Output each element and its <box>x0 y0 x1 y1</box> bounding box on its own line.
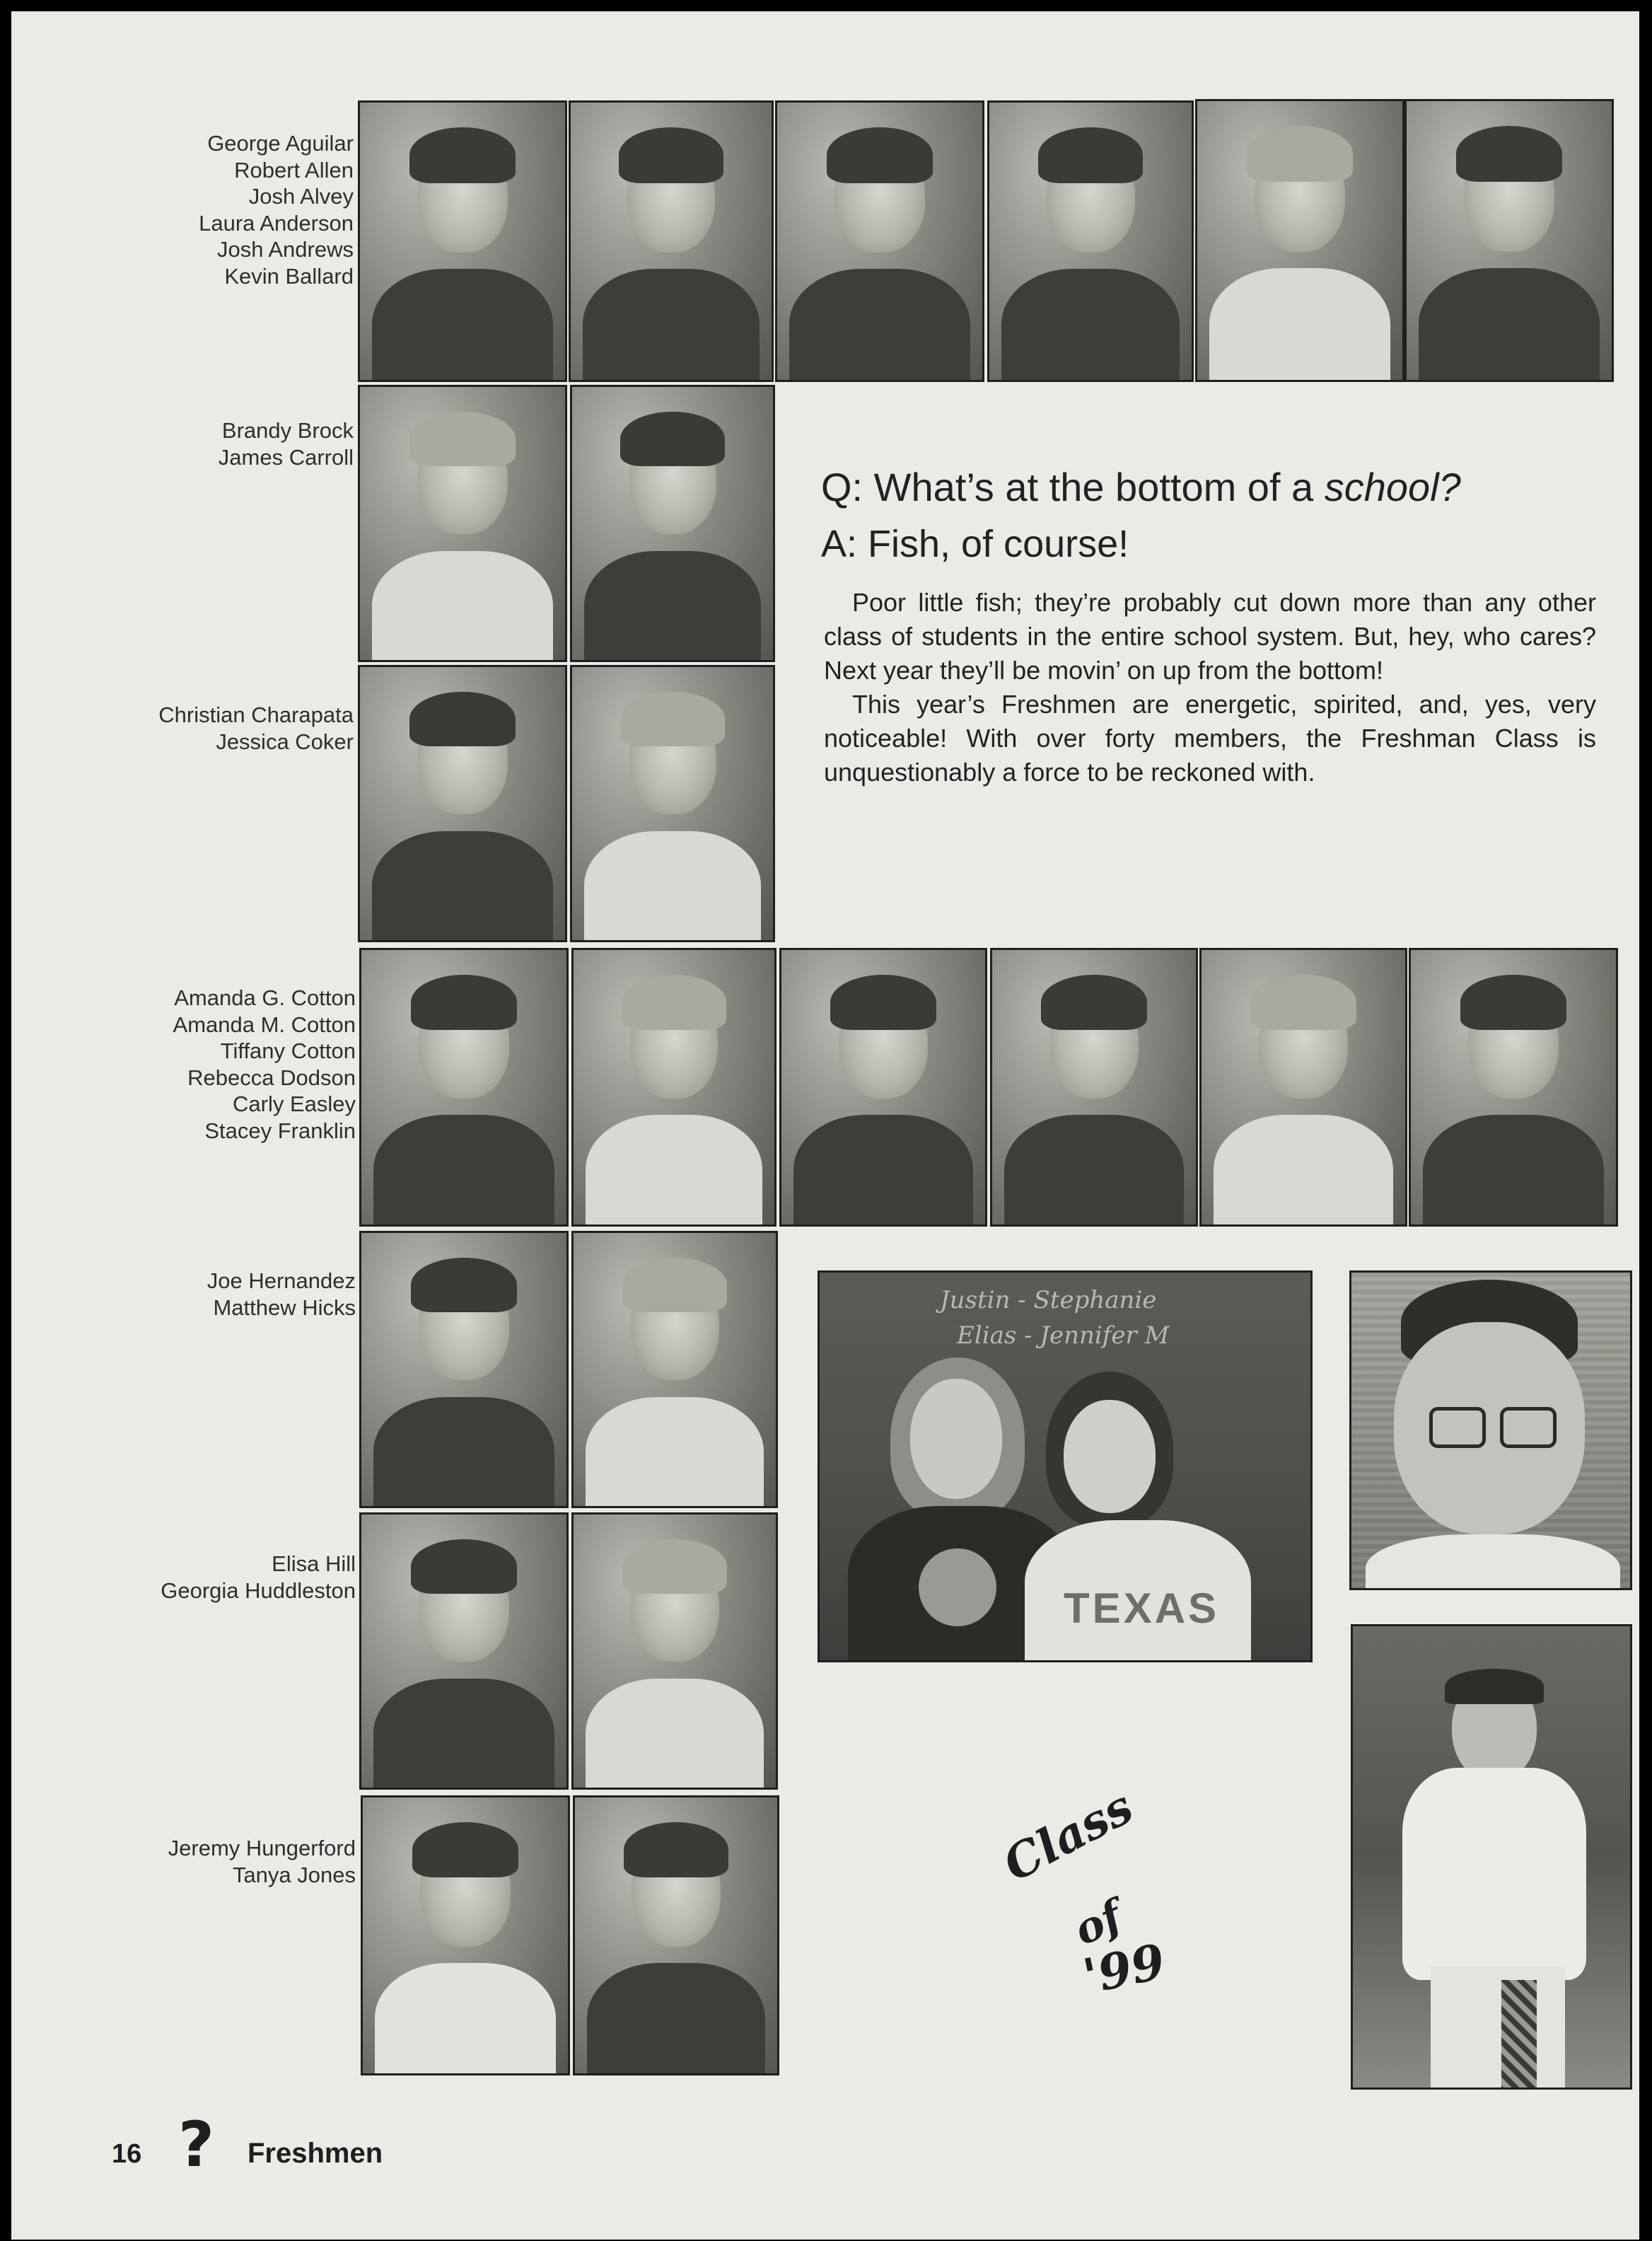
student-name: George Aguilar <box>207 131 354 156</box>
class-of-99-script-line1: Class <box>994 1778 1142 1892</box>
class-of-99-script-line2: of <box>1066 1891 1130 1956</box>
student-name: Rebecca Dodson <box>187 1065 356 1090</box>
student-name: Christian Charapata <box>158 702 354 727</box>
student-name: Elisa Hill <box>272 1551 356 1576</box>
student-portrait <box>358 100 567 382</box>
student-portrait <box>1199 948 1407 1227</box>
student-name: Josh Andrews <box>217 237 354 262</box>
student-name: Tiffany Cotton <box>220 1038 356 1063</box>
student-portrait <box>990 948 1198 1227</box>
feature-paragraph: Poor little fish; they’re probably cut down more than any other class of students in the entire school system. But, hey, who cares? Next year they’ll be movin’ on up from the bottom! <box>824 588 1596 685</box>
student-portrait <box>570 665 775 942</box>
student-portrait <box>775 100 984 382</box>
candid-photo-chalkboard <box>818 1270 1313 1662</box>
candid-photo-standing <box>1351 1624 1632 2090</box>
student-portrait <box>987 100 1194 382</box>
student-portrait <box>359 1512 569 1790</box>
chalkboard-line: Justin - Stephanie <box>940 1286 1157 1314</box>
student-name: Matthew Hicks <box>213 1295 356 1320</box>
name-list-row-2 <box>219 417 354 470</box>
student-portrait <box>573 1795 779 2075</box>
student-portrait <box>1409 948 1618 1227</box>
student-name: Robert Allen <box>234 157 354 183</box>
student-portrait <box>570 385 775 662</box>
yearbook-page <box>11 11 1639 2240</box>
student-name: Josh Alvey <box>248 184 354 209</box>
name-list-row-4 <box>173 985 356 1144</box>
name-list-row-6 <box>161 1551 356 1604</box>
chalkboard-writing <box>940 1282 1169 1353</box>
name-list-row-7 <box>168 1835 356 1888</box>
student-name: Tanya Jones <box>232 1862 356 1887</box>
student-portrait <box>569 100 774 382</box>
question-mark-icon: ? <box>178 2108 215 2181</box>
student-name: Carly Easley <box>233 1091 356 1116</box>
class-of-99-script-line3: '99 <box>1078 1933 1170 2006</box>
section-title: Freshmen <box>248 2138 383 2169</box>
student-name: Georgia Huddleston <box>161 1577 356 1603</box>
student-portrait <box>779 948 987 1227</box>
name-list-row-1 <box>199 130 354 289</box>
question-text: Q: What’s at the bottom of a <box>821 465 1325 509</box>
name-list-row-3 <box>158 702 354 755</box>
chalkboard-line: Elias - Jennifer M <box>957 1321 1170 1350</box>
student-portrait <box>571 948 776 1227</box>
feature-paragraph: This year’s Freshmen are energetic, spirited, and, yes, very noticeable! With over forty members, the Freshman Class is unquestionably a force to be reckoned with. <box>824 690 1596 787</box>
page-number: 16 <box>112 2139 142 2169</box>
student-portrait <box>358 665 567 942</box>
student-portrait <box>361 1795 570 2075</box>
student-name: Amanda M. Cotton <box>173 1012 356 1037</box>
student-portrait <box>359 1231 569 1508</box>
student-portrait <box>571 1231 778 1508</box>
name-list-row-5 <box>207 1268 356 1321</box>
student-name: Laura Anderson <box>199 210 354 236</box>
student-name: Jessica Coker <box>216 729 354 754</box>
student-name: Joe Hernandez <box>206 1268 356 1293</box>
answer-heading: A: Fish, of course! <box>821 523 1129 565</box>
feature-body <box>824 586 1596 789</box>
student-name: Jeremy Hungerford <box>168 1836 356 1860</box>
student-portrait <box>571 1512 778 1790</box>
student-name: Stacey Franklin <box>204 1118 356 1143</box>
student-portrait <box>1404 99 1614 382</box>
question-heading <box>821 464 1461 510</box>
student-portrait <box>359 948 569 1227</box>
student-portrait <box>358 385 567 662</box>
student-name: Kevin Ballard <box>224 263 354 289</box>
student-name: Amanda G. Cotton <box>174 985 356 1010</box>
candid-photo-closeup <box>1349 1270 1632 1590</box>
shirt-lettering: TEXAS <box>1064 1585 1220 1632</box>
question-italic-text: school? <box>1324 465 1461 509</box>
student-name: Brandy Brock <box>221 418 354 443</box>
student-name: James Carroll <box>218 444 354 470</box>
student-portrait <box>1195 99 1404 382</box>
